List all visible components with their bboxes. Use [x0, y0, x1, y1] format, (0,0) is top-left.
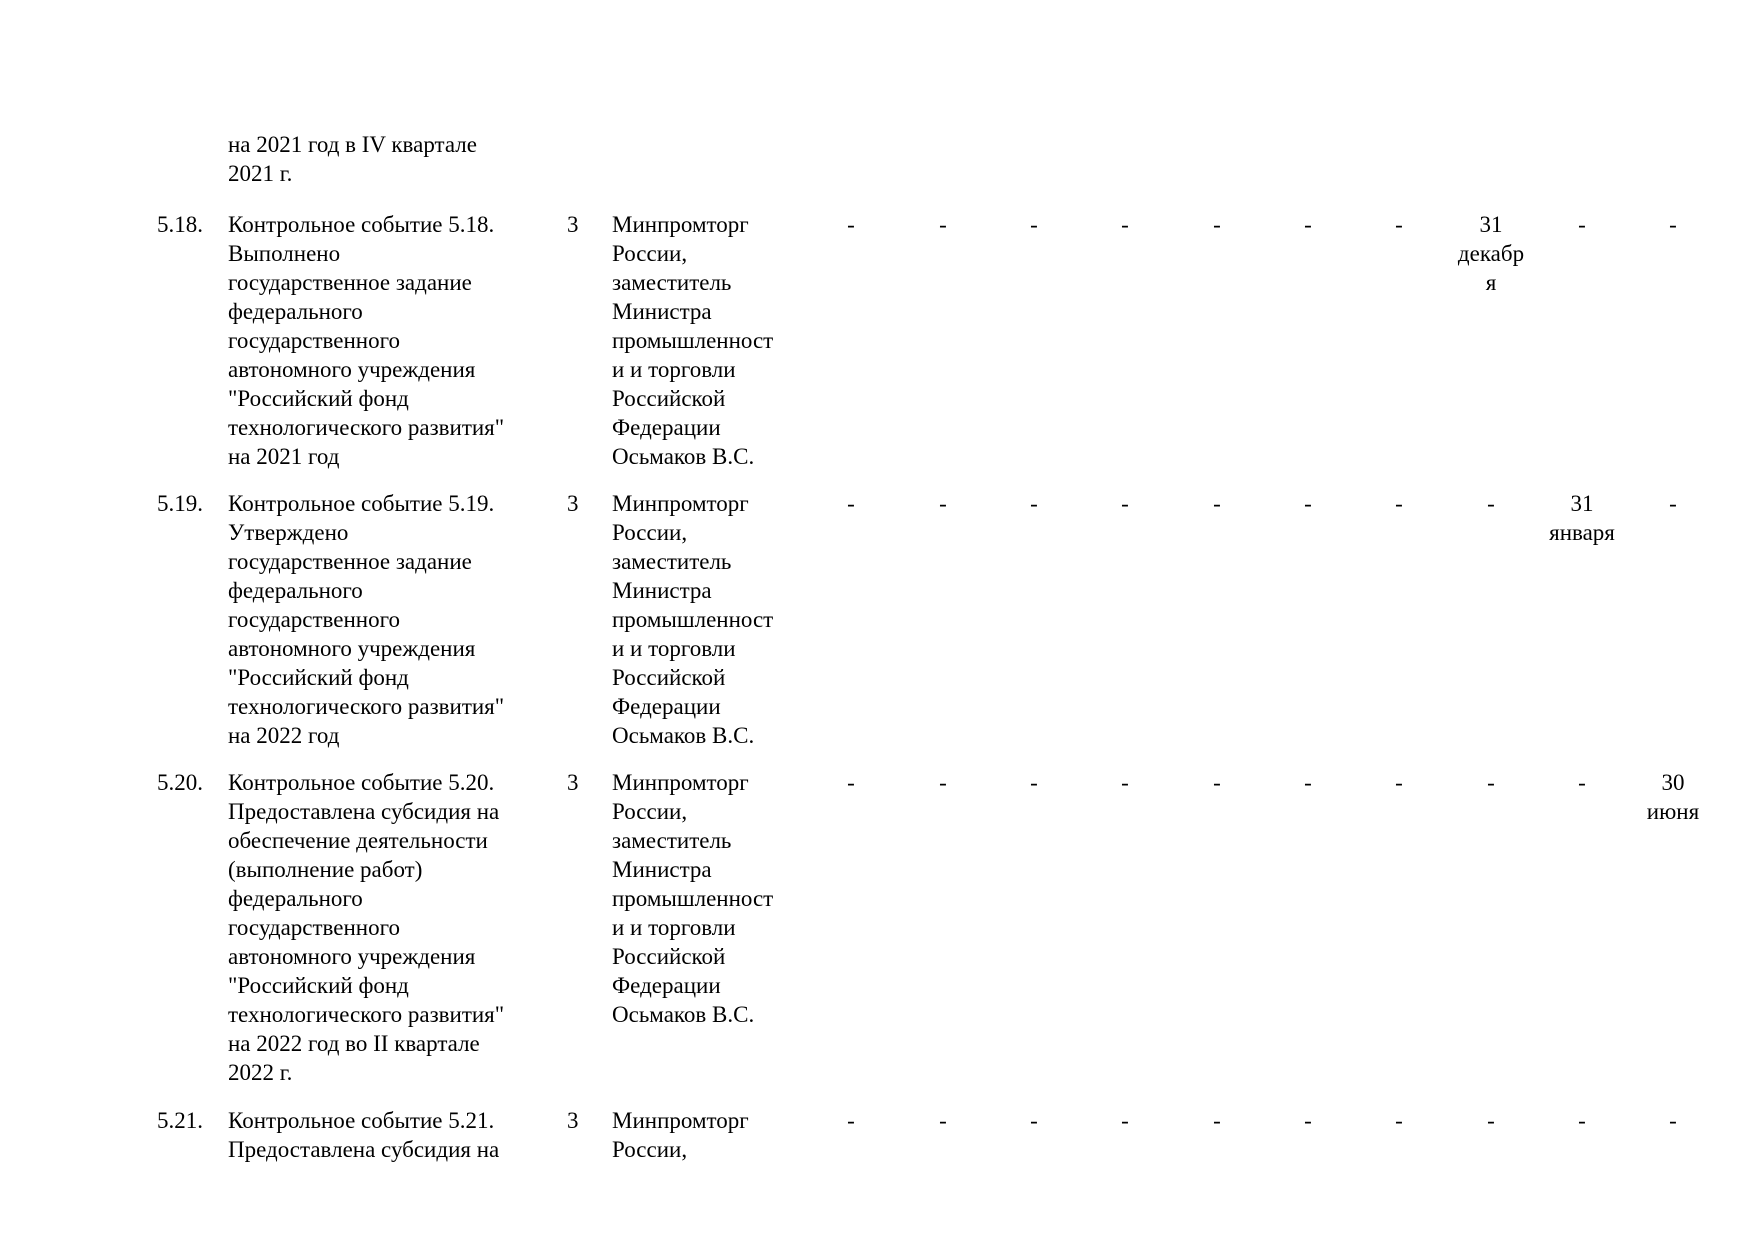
period-cell: -: [1578, 770, 1586, 795]
period-cell: -: [1213, 212, 1221, 237]
period-cell: -: [939, 1108, 947, 1133]
period-cell: -: [1669, 1108, 1677, 1133]
period-cell: -: [1578, 212, 1586, 237]
period-cell: -: [1213, 770, 1221, 795]
row-level: 3: [567, 491, 579, 516]
period-cell: -: [1304, 212, 1312, 237]
period-cell: -: [1395, 1108, 1403, 1133]
period-cell: -: [1669, 491, 1677, 516]
row-level: 3: [567, 1108, 579, 1133]
period-cell: -: [847, 770, 855, 795]
continuation-line: 2021 г.: [228, 161, 293, 186]
row-description: Контрольное событие 5.19. Утверждено государственное задание федерального государственного автономного учреждения "Российский фонд технологического развития" на 2022 год: [228, 491, 505, 748]
period-cell: -: [1213, 491, 1221, 516]
row-responsible: Минпромторг России, заместитель Министра промышленност и и торговли Российской Федерации Осьмаков В.С.: [612, 491, 774, 748]
period-cell: -: [1121, 491, 1129, 516]
continuation-line: на 2021 год в IV квартале: [228, 132, 477, 157]
row-description: Контрольное событие 5.20. Предоставлена субсидия на обеспечение деятельности (выполнение работ) федерального государственного автономного учреждения "Российский фонд технологического развития" на 2022 год во II квартале 2022 г.: [228, 770, 505, 1085]
period-cell: -: [1395, 770, 1403, 795]
period-cell: -: [1030, 212, 1038, 237]
period-cell: -: [1121, 770, 1129, 795]
row-responsible: Минпромторг России, заместитель Министра промышленност и и торговли Российской Федерации Осьмаков В.С.: [612, 770, 774, 1027]
period-cell: -: [847, 212, 855, 237]
period-cell: -: [1395, 491, 1403, 516]
period-cell: -: [1121, 212, 1129, 237]
period-cell: -: [939, 212, 947, 237]
period-cell: -: [1304, 1108, 1312, 1133]
period-cell: -: [1030, 770, 1038, 795]
period-cell: -: [1213, 1108, 1221, 1133]
period-cell: -: [1304, 770, 1312, 795]
period-cell: -: [939, 770, 947, 795]
period-cell: -: [1487, 1108, 1495, 1133]
row-level: 3: [567, 212, 579, 237]
row-description: Контрольное событие 5.18. Выполнено государственное задание федерального государственного автономного учреждения "Российский фонд технологического развития" на 2021 год: [228, 212, 505, 469]
period-cell: -: [1578, 1108, 1586, 1133]
period-date: 30 июня: [1646, 770, 1700, 824]
row-number: 5.20.: [157, 770, 203, 795]
period-date: 31 января: [1549, 491, 1615, 545]
row-number: 5.18.: [157, 212, 203, 237]
period-cell: -: [1304, 491, 1312, 516]
period-date: 31 декабр я: [1457, 212, 1525, 295]
period-cell: -: [847, 1108, 855, 1133]
period-cell: -: [847, 491, 855, 516]
row-description: Контрольное событие 5.21. Предоставлена субсидия на: [228, 1108, 500, 1162]
row-responsible: Минпромторг России,: [612, 1108, 749, 1162]
row-level: 3: [567, 770, 579, 795]
period-cell: -: [1487, 491, 1495, 516]
row-number: 5.21.: [157, 1108, 203, 1133]
period-cell: -: [939, 491, 947, 516]
row-responsible: Минпромторг России, заместитель Министра промышленност и и торговли Российской Федерации Осьмаков В.С.: [612, 212, 774, 469]
row-number: 5.19.: [157, 491, 203, 516]
period-cell: -: [1030, 491, 1038, 516]
period-cell: -: [1121, 1108, 1129, 1133]
period-cell: -: [1669, 212, 1677, 237]
period-cell: -: [1487, 770, 1495, 795]
period-cell: -: [1030, 1108, 1038, 1133]
period-cell: -: [1395, 212, 1403, 237]
